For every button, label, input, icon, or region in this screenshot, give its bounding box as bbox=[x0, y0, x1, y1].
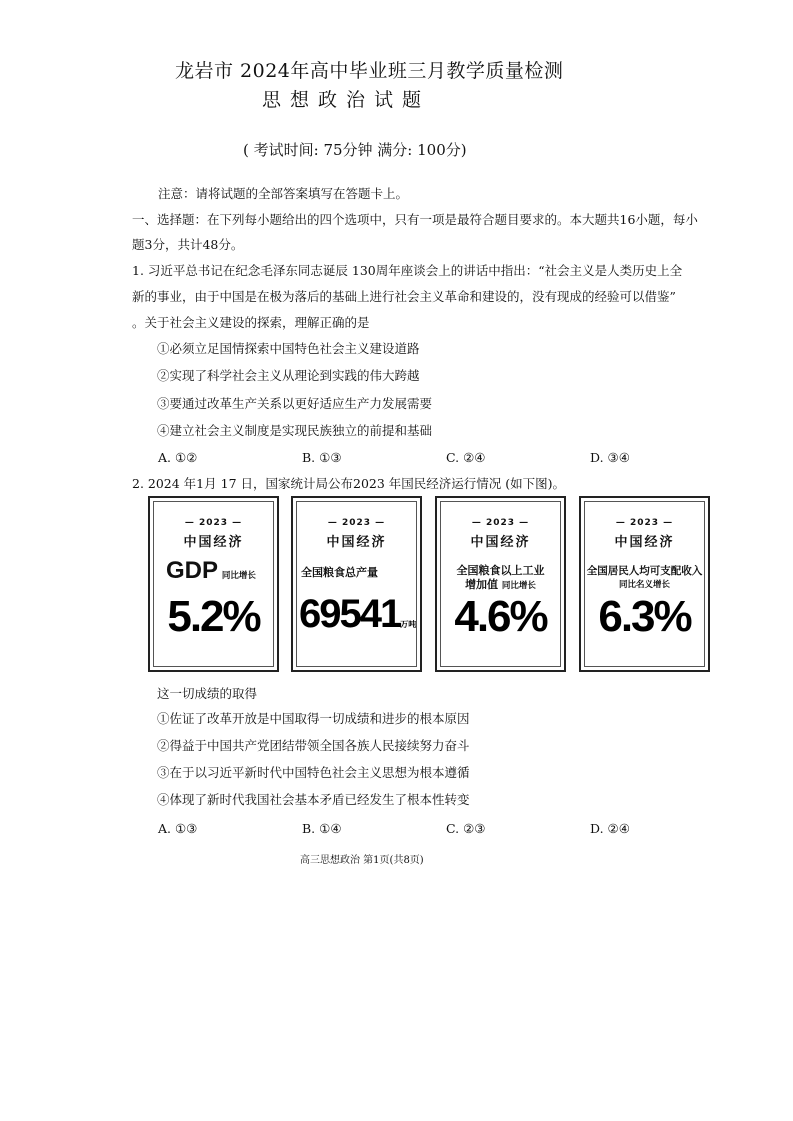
q1-statement-4: ④建立社会主义制度是实现民族独立的前提和基础 bbox=[157, 423, 433, 438]
q1-line3: 。关于社会主义建设的探索，理解正确的是 bbox=[132, 315, 370, 330]
q1-option-d[interactable]: D. ③④ bbox=[590, 450, 630, 465]
card-sublabel: 同比增长 bbox=[221, 571, 256, 581]
card-year: — 2023 — bbox=[615, 518, 674, 528]
q1-option-a[interactable]: A. ①② bbox=[158, 450, 198, 465]
q2-option-b[interactable]: B. ①④ bbox=[302, 821, 342, 836]
exam-info: ( 考试时间: 75分钟 满分: 100分) bbox=[243, 141, 467, 159]
q1-option-c[interactable]: C. ②④ bbox=[446, 450, 486, 465]
q2-stem: 这一切成绩的取得 bbox=[157, 686, 258, 701]
card-label: 全国居民人均可支配收入 bbox=[586, 565, 703, 577]
q1-statement-1: ①必须立足国情探索中国特色社会主义建设道路 bbox=[157, 341, 420, 356]
card-value: 69541 bbox=[299, 592, 401, 636]
card-gdp bbox=[148, 496, 279, 672]
page-footer: 高三思想政治 第1页(共8页) bbox=[300, 855, 424, 866]
q1-line2: 新的事业，由于中国是在极为落后的基础上进行社会主义革命和建设的，没有现成的经验可以借鉴” bbox=[132, 289, 676, 304]
q2-option-c[interactable]: C. ②③ bbox=[446, 821, 486, 836]
card-brand: 中国经济 bbox=[614, 535, 675, 550]
card-income bbox=[579, 496, 710, 672]
card-unit: 万吨 bbox=[400, 620, 417, 629]
q2-option-a[interactable]: A. ①③ bbox=[158, 821, 198, 836]
section1-line1: 一、选择题：在下列每小题给出的四个选项中，只有一项是最符合题目要求的。本大题共16小题，每小 bbox=[132, 212, 698, 227]
card-brand: 中国经济 bbox=[183, 535, 244, 550]
card-sublabel: 同比名义增长 bbox=[618, 580, 670, 590]
q2-option-d[interactable]: D. ②④ bbox=[590, 821, 630, 836]
q2-statement-4: ④体现了新时代我国社会基本矛盾已经发生了根本性转变 bbox=[157, 792, 470, 807]
card-industry bbox=[435, 496, 566, 672]
card-value: 6.3% bbox=[598, 592, 691, 641]
title-line1: 龙岩市 2024年高中毕业班三月教学质量检测 bbox=[175, 60, 564, 82]
card-year: — 2023 — bbox=[471, 518, 530, 528]
card-label: 全国粮食总产量 bbox=[301, 566, 378, 579]
q1-statement-3: ③要通过改革生产关系以更好适应生产力发展需要 bbox=[157, 396, 433, 411]
q1-statement-2: ②实现了科学社会主义从理论到实践的伟大跨越 bbox=[157, 368, 420, 383]
card-brand: 中国经济 bbox=[470, 535, 531, 550]
notice: 注意：请将试题的全部答案填写在答题卡上。 bbox=[158, 186, 409, 201]
section1-line2: 题3分，共计48分。 bbox=[132, 237, 244, 252]
card-label: 全国粮食以上工业 bbox=[456, 564, 545, 577]
card-value: 5.2% bbox=[167, 592, 260, 641]
card-grain bbox=[291, 496, 422, 672]
q2-statement-3: ③在于以习近平新时代中国特色社会主义思想为根本遵循 bbox=[157, 765, 470, 780]
card-label2: 增加值 bbox=[465, 578, 499, 591]
card-label: GDP bbox=[166, 557, 219, 584]
q2-statement-1: ①佐证了改革开放是中国取得一切成绩和进步的根本原因 bbox=[157, 711, 470, 726]
title-line2: 思想政治试题 bbox=[262, 89, 431, 111]
card-sublabel: 同比增长 bbox=[501, 581, 536, 591]
card-year: — 2023 — bbox=[184, 518, 243, 528]
card-year: — 2023 — bbox=[327, 518, 386, 528]
q1-line1: 1. 习近平总书记在纪念毛泽东同志诞辰 130周年座谈会上的讲话中指出：“社会主义是人类历史上全 bbox=[132, 263, 683, 278]
q2-line1: 2. 2024 年1月 17 日，国家统计局公布2023 年国民经济运行情况 (如下图)。 bbox=[132, 476, 566, 491]
economy-infographic bbox=[148, 496, 718, 676]
q1-option-b[interactable]: B. ①③ bbox=[302, 450, 342, 465]
card-value: 4.6% bbox=[454, 592, 547, 641]
q2-statement-2: ②得益于中国共产党团结带领全国各族人民接续努力奋斗 bbox=[157, 738, 470, 753]
card-brand: 中国经济 bbox=[326, 535, 387, 550]
